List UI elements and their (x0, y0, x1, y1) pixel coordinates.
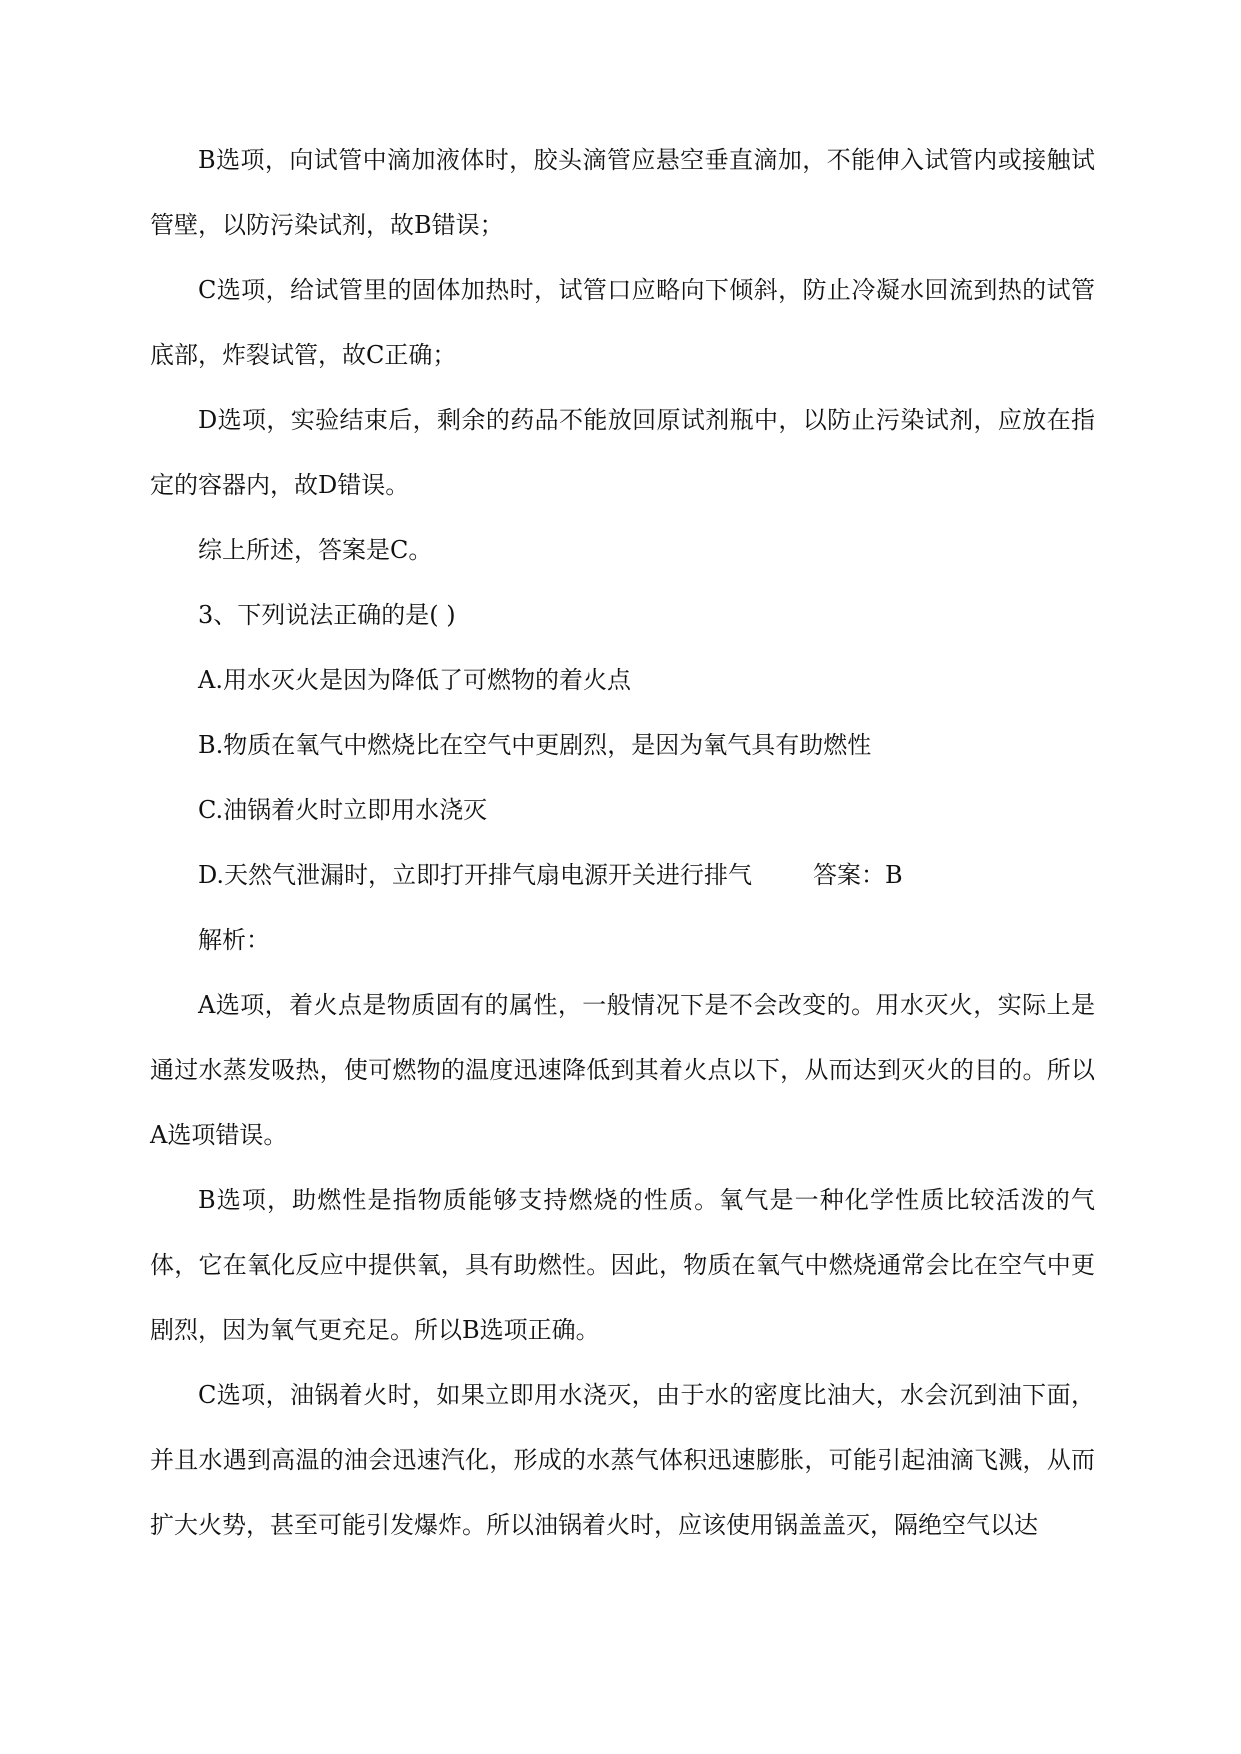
document-page (150, 128, 1095, 1558)
question-3-choice-c: C.油锅着火时立即用水浇灭 (198, 796, 488, 824)
paragraph-option-b: B选项，向试管中滴加液体时，胶头滴管应悬空垂直滴加，不能伸入试管内或接触试管壁，以防污染试剂，故B错误； (150, 146, 1095, 239)
question-3-choice-d-and-answer: D.天然气泄漏时，立即打开排气扇电源开关进行排气 答案：B (198, 861, 903, 889)
analysis-option-a: A选项，着火点是物质固有的属性，一般情况下是不会改变的。用水灭火，实际上是通过水蒸发吸热，使可燃物的温度迅速降低到其着火点以下，从而达到灭火的目的。所以A选项错误。 (150, 991, 1095, 1149)
question-3-choice-b: B.物质在氧气中燃烧比在空气中更剧烈，是因为氧气具有助燃性 (198, 731, 872, 759)
question-3-stem: 3、下列说法正确的是( ) (198, 601, 456, 629)
analysis-option-c: C选项，油锅着火时，如果立即用水浇灭，由于水的密度比油大，水会沉到油下面，并且水遇到高温的油会迅速汽化，形成的水蒸气体积迅速膨胀，可能引起油滴飞溅，从而扩大火势，甚至可能引发爆炸。所以油锅着火时，应该使用锅盖盖灭，隔绝空气以达 (150, 1381, 1095, 1539)
paragraph-summary: 综上所述，答案是C。 (198, 536, 433, 564)
analysis-option-b: B选项，助燃性是指物质能够支持燃烧的性质。氧气是一种化学性质比较活泼的气体，它在氧化反应中提供氧，具有助燃性。因此，物质在氧气中燃烧通常会比在空气中更剧烈，因为氧气更充足。所以B选项正确。 (150, 1186, 1095, 1344)
analysis-heading: 解析： (198, 926, 270, 954)
question-3-choice-a: A.用水灭火是因为降低了可燃物的着火点 (198, 666, 631, 694)
paragraph-option-d: D选项，实验结束后，剩余的药品不能放回原试剂瓶中，以防止污染试剂，应放在指定的容器内，故D错误。 (150, 406, 1095, 499)
paragraph-option-c: C选项，给试管里的固体加热时，试管口应略向下倾斜，防止冷凝水回流到热的试管底部，炸裂试管，故C正确； (150, 276, 1095, 369)
